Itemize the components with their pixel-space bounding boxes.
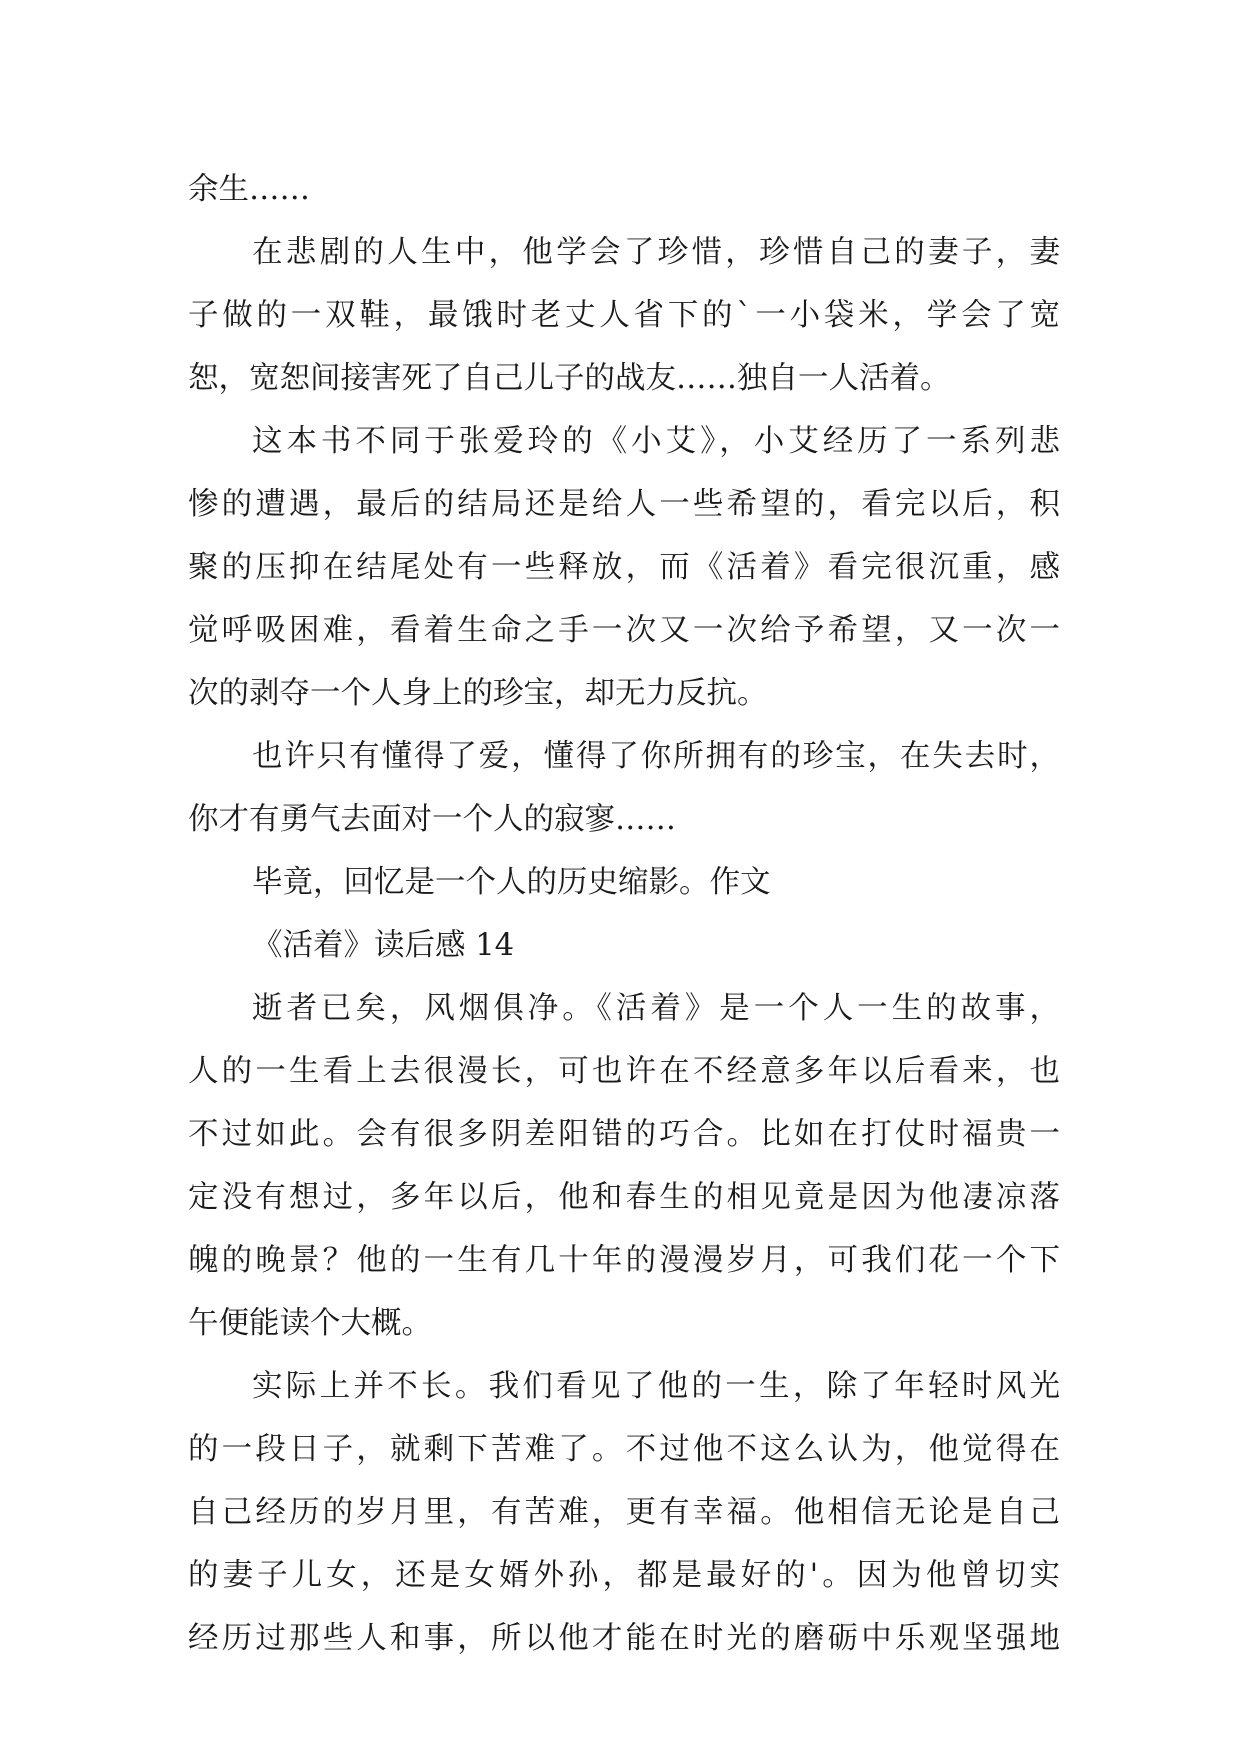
text-line: 不过如此。会有很多阴差阳错的巧合。比如在打仗时福贵一 (188, 1117, 1060, 1152)
text-line: 的妻子儿女，还是女婿外孙，都是最好的'。因为他曾切实 (188, 1558, 1060, 1593)
text-line: 次的剥夺一个人身上的珍宝，却无力反抗。 (188, 676, 768, 711)
text-line: 子做的一双鞋，最饿时老丈人省下的`一小袋米，学会了宽 (188, 298, 1060, 333)
text-line: 人的一生看上去很漫长，可也许在不经意多年以后看来，也 (188, 1054, 1060, 1089)
paragraph-first-line: 也许只有懂得了爱，懂得了你所拥有的珍宝，在失去时， (252, 739, 1060, 774)
text-line: 定没有想过，多年以后，他和春生的相见竟是因为他凄凉落 (188, 1180, 1060, 1215)
text-line: 觉呼吸困难，看着生命之手一次又一次给予希望，又一次一 (188, 613, 1060, 648)
paragraph-first-line: 这本书不同于张爱玲的《小艾》，小艾经历了一系列悲 (252, 424, 1060, 459)
paragraph-first-line: 逝者已矣，风烟俱净。《活着》是一个人一生的故事， (252, 991, 1060, 1026)
text-line: 的一段日子，就剩下苦难了。不过他不这么认为，他觉得在 (188, 1432, 1060, 1467)
paragraph-first-line: 在悲剧的人生中，他学会了珍惜，珍惜自己的妻子，妻 (252, 235, 1060, 270)
text-line: 聚的压抑在结尾处有一些释放，而《活着》看完很沉重，感 (188, 550, 1060, 585)
text-line: 经历过那些人和事，所以他才能在时光的磨砺中乐观坚强地 (188, 1621, 1060, 1656)
text-line: 惨的遭遇，最后的结局还是给人一些希望的，看完以后，积 (188, 487, 1060, 522)
section-heading: 《活着》读后感 14 (252, 928, 515, 963)
text-line: 余生…… (188, 172, 310, 207)
text-line: 午便能读个大概。 (188, 1306, 432, 1341)
text-line: 魄的晚景？他的一生有几十年的漫漫岁月，可我们花一个下 (188, 1243, 1060, 1278)
text-line: 自己经历的岁月里，有苦难，更有幸福。他相信无论是自己 (188, 1495, 1060, 1530)
text-line: 恕，宽恕间接害死了自己儿子的战友……独自一人活着。 (188, 361, 951, 396)
paragraph-first-line: 实际上并不长。我们看见了他的一生，除了年轻时风光 (252, 1369, 1060, 1404)
paragraph-first-line: 毕竟，回忆是一个人的历史缩影。作文 (252, 865, 771, 900)
document-body (188, 158, 1060, 1670)
text-line: 你才有勇气去面对一个人的寂寥…… (188, 802, 676, 837)
